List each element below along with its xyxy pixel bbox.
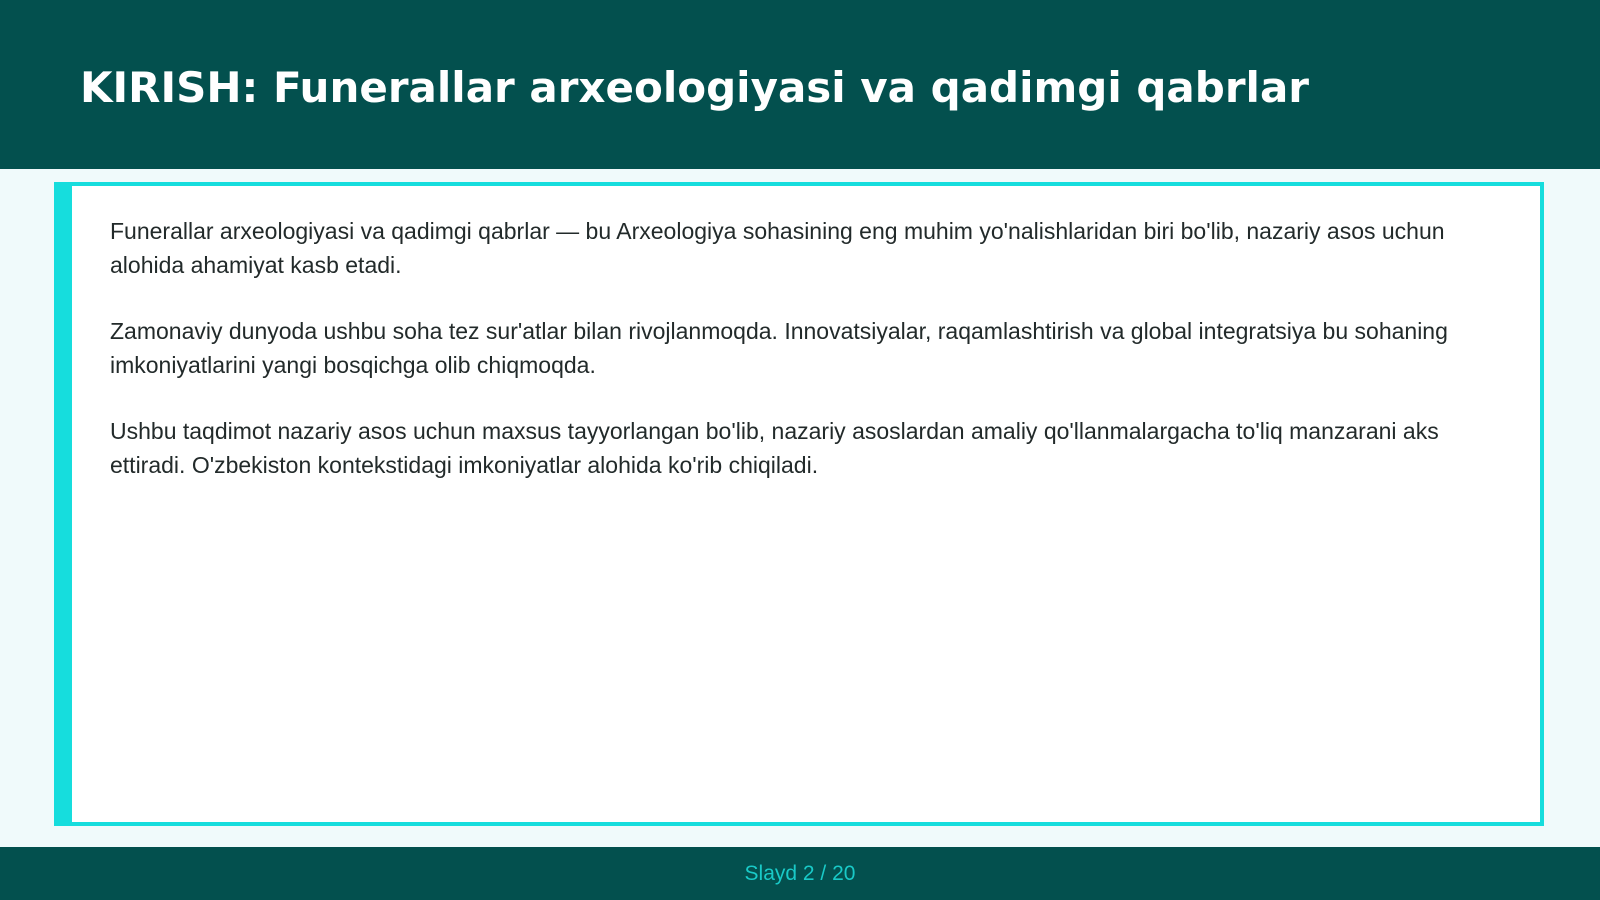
paragraph-3: Ushbu taqdimot nazariy asos uchun maxsus tayyorlangan bo'lib, nazariy asoslardan amaliy qo'llanmalargacha to'liq manzarani aks ettiradi. O'zbekiston kontekstidagi imkoniyatlar alohida ko'rib chiqiladi. (110, 418, 1439, 478)
slide-counter: Slayd 2 / 20 (744, 861, 856, 885)
content-text (110, 214, 1510, 514)
paragraph-2: Zamonaviy dunyoda ushbu soha tez sur'atlar bilan rivojlanmoqda. Innovatsiyalar, raqamlashtirish va global integratsiya bu sohaning imkoniyatlarini yangi bosqichga olib chiqmoqda. (110, 318, 1448, 378)
slide-title: KIRISH: Funerallar arxeologiyasi va qadimgi qabrlar (80, 63, 1309, 112)
content-box (54, 182, 1544, 826)
paragraph-1: Funerallar arxeologiyasi va qadimgi qabrlar — bu Arxeologiya sohasining eng muhim yo'nalishlaridan biri bo'lib, nazariy asos uchun alohida ahamiyat kasb etadi. (110, 218, 1445, 278)
slide-header (0, 0, 1600, 169)
slide-footer (0, 847, 1600, 900)
